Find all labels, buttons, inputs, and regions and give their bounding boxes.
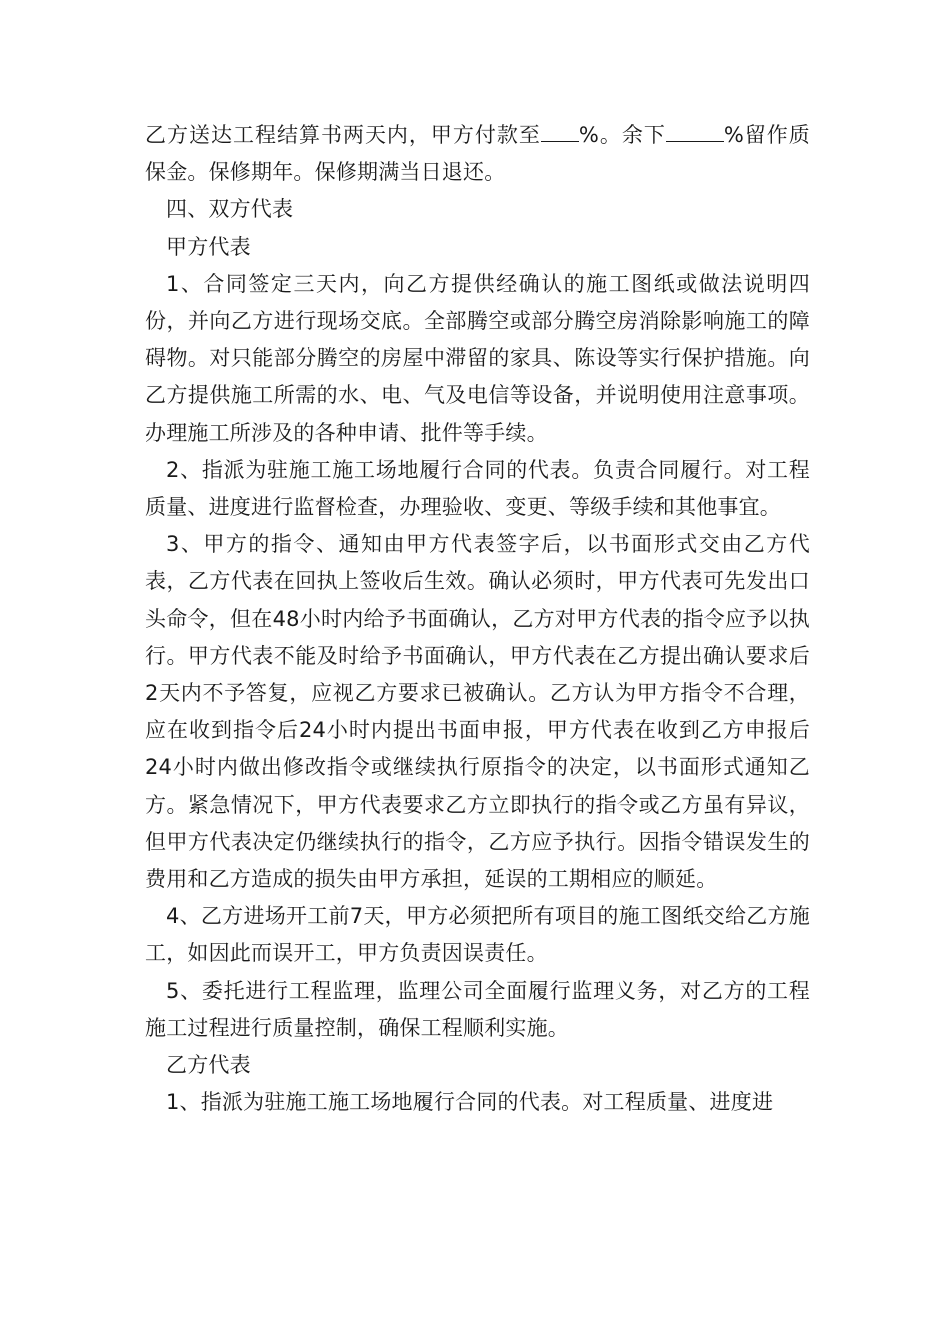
- party-a-item-4: 4、乙方进场开工前7天，甲方必须把所有项目的施工图纸交给乙方施工，如因此而误开工，甲方负责因误责任。: [145, 904, 810, 966]
- payment-text-3: %留作质保金。保修期年。保修期满当日退还。: [145, 123, 810, 185]
- document-body: [145, 117, 810, 1121]
- party-a-item-2: 2、指派为驻施工施工场地履行合同的代表。负责合同履行。对工程质量、进度进行监督检查，办理验收、变更、等级手续和其他事宜。: [145, 457, 810, 520]
- payment-percent-blank: [541, 121, 579, 142]
- party-a-item-5: 5、委托进行工程监理，监理公司全面履行监理义务，对乙方的工程施工过程进行质量控制，确保工程顺利实施。: [145, 978, 810, 1040]
- party-b-item-1: 1、指派为驻施工施工场地履行合同的代表。对工程质量、进度进: [166, 1090, 774, 1115]
- payment-paragraph: [145, 117, 810, 191]
- payment-text-2: %。余下: [578, 123, 666, 147]
- section-heading-representatives: 四、双方代表: [166, 197, 294, 222]
- party-a-item-1: 1、合同签定三天内，向乙方提供经确认的施工图纸或做法说明四份，并向乙方进行现场交底。全部腾空或部分腾空房消除影响施工的障碍物。对只能部分腾空的房屋中滞留的家具、陈设等实行保护措施。向乙方提供施工所需的水、电、气及电信等设备，并说明使用注意事项。办理施工所涉及的各种申请、批件等手续。: [145, 271, 810, 445]
- payment-text-1: 乙方送达工程结算书两天内，甲方付款至: [145, 123, 541, 147]
- retention-percent-blank: [666, 121, 724, 142]
- party-a-item-3: 3、甲方的指令、通知由甲方代表签字后，以书面形式交由乙方代表，乙方代表在回执上签收后生效。确认必须时，甲方代表可先发出口头命令，但在48小时内给予书面确认，乙方对甲方代表的指令应予以执行。甲方代表不能及时给予书面确认，甲方代表在乙方提出确认要求后2天内不予答复，应视乙方要求已被确认。乙方认为甲方指令不合理，应在收到指令后24小时内提出书面申报，甲方代表在收到乙方申报后24小时内做出修改指令或继续执行原指令的决定，以书面形式通知乙方。紧急情况下，甲方代表要求乙方立即执行的指令或乙方虽有异议，但甲方代表决定仍继续执行的指令，乙方应予执行。因指令错误发生的费用和乙方造成的损失由甲方承担，延误的工期相应的顺延。: [145, 532, 810, 892]
- subheading-party-b: 乙方代表: [166, 1053, 251, 1078]
- subheading-party-a: 甲方代表: [166, 234, 251, 259]
